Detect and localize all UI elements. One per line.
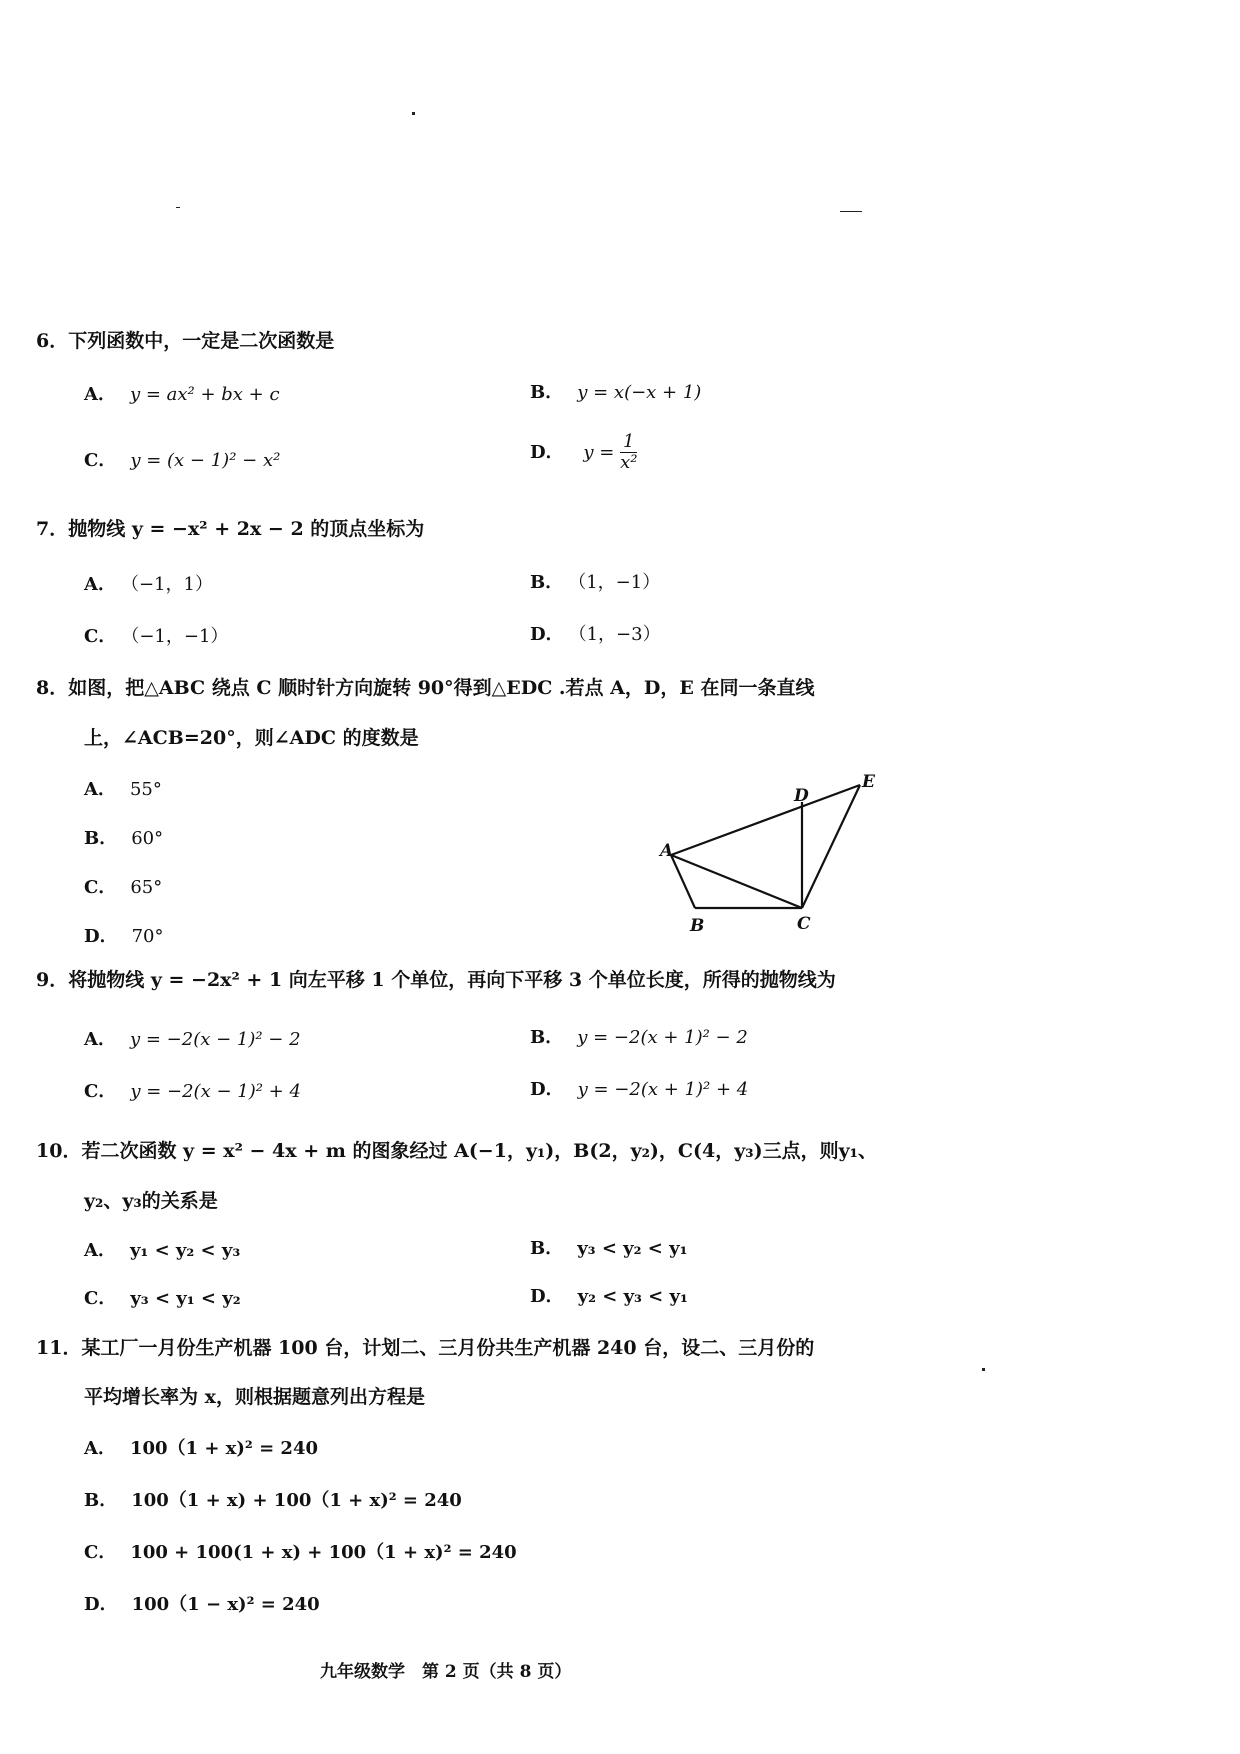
vertex-label-c: C [797,914,811,934]
question-7 [36,514,424,541]
scan-speck [982,1368,985,1371]
question-11-line1: 11．某工厂一月份生产机器 100 台，计划二、三月份共生产机器 240 台，设二、三月份的 [36,1337,815,1359]
q11-option-a: A． 100（1 + x)² = 240 [84,1438,319,1459]
triangle-rotation-figure [640,765,880,940]
question-6-text: 6．下列函数中，一定是二次函数是 [36,330,335,352]
q6-option-b: B． y = x(−x + 1) [530,382,702,403]
question-6 [36,326,334,353]
q7-option-b: B． （1，−1） [530,572,661,593]
question-9-text: 9．将抛物线 y = −2x² + 1 向左平移 1 个单位，再向下平移 3 个单位长度，所得的抛物线为 [36,969,836,991]
q7-option-c: C． （−1，−1） [84,626,229,647]
q8-option-d: D． 70° [84,926,164,947]
q10-option-b: B． y₃ < y₂ < y₁ [530,1238,688,1259]
q9-option-b: B． y = −2(x + 1)² − 2 [530,1027,748,1048]
question-7-text: 7．抛物线 y = −x² + 2x − 2 的顶点坐标为 [36,518,425,540]
question-8 [36,673,814,700]
question-10-line2: y₂、y₃的关系是 [84,1190,218,1212]
q10-option-a: A． y₁ < y₂ < y₃ [84,1240,241,1261]
q11-option-d: D． 100（1 − x)² = 240 [84,1594,320,1615]
q8-option-a: A． 55° [84,779,162,800]
vertex-label-a: A [660,841,674,861]
fraction: $\frac{1}{\text{x²}}$ [620,431,638,473]
question-8-line1: 8．如图，把△ABC 绕点 C 顺时针方向旋转 90°得到△EDC .若点 A，D，E 在同一条直线 [36,677,815,699]
q7-option-d: D． （1，−3） [530,624,661,645]
scan-speck [176,207,180,208]
question-11-line2: 平均增长率为 x，则根据题意列出方程是 [84,1386,425,1408]
q6-option-c: C． y = (x − 1)² − x² [84,450,281,471]
q6-option-a: A． y = ax² + bx + c [84,384,280,405]
question-10 [36,1136,877,1163]
q11-option-c: C． 100 + 100(1 + x) + 100（1 + x)² = 240 [84,1542,517,1563]
question-11 [36,1333,814,1360]
question-10-line1: 10．若二次函数 y = x² − 4x + m 的图象经过 A(−1，y₁)，B(2，y₂)，C(4，y₃)三点，则y₁、 [36,1140,877,1162]
vertex-label-d: D [794,786,809,806]
q11-option-b: B． 100（1 + x) + 100（1 + x)² = 240 [84,1490,462,1511]
q8-option-c: C． 65° [84,877,163,898]
q8-option-b: B． 60° [84,828,164,849]
q6-option-d: D． y = $\frac{1}{\text{x²}}$ [530,431,638,473]
q9-option-d: D． y = −2(x + 1)² + 4 [530,1079,749,1100]
question-9 [36,965,836,992]
question-8-line2: 上，∠ACB=20°，则∠ADC 的度数是 [84,727,419,749]
q10-option-c: C． y₃ < y₁ < y₂ [84,1288,241,1309]
q9-option-a: A． y = −2(x − 1)² − 2 [84,1029,301,1050]
scan-speck [840,211,862,212]
scan-speck [412,112,415,115]
vertex-label-e: E [862,772,875,792]
vertex-label-b: B [690,916,705,936]
q10-option-d: D． y₂ < y₃ < y₁ [530,1286,688,1307]
page-footer: 九年级数学 第 2 页（共 8 页） [320,1662,572,1682]
q7-option-a: A． （−1，1） [84,574,213,595]
q9-option-c: C． y = −2(x − 1)² + 4 [84,1081,301,1102]
